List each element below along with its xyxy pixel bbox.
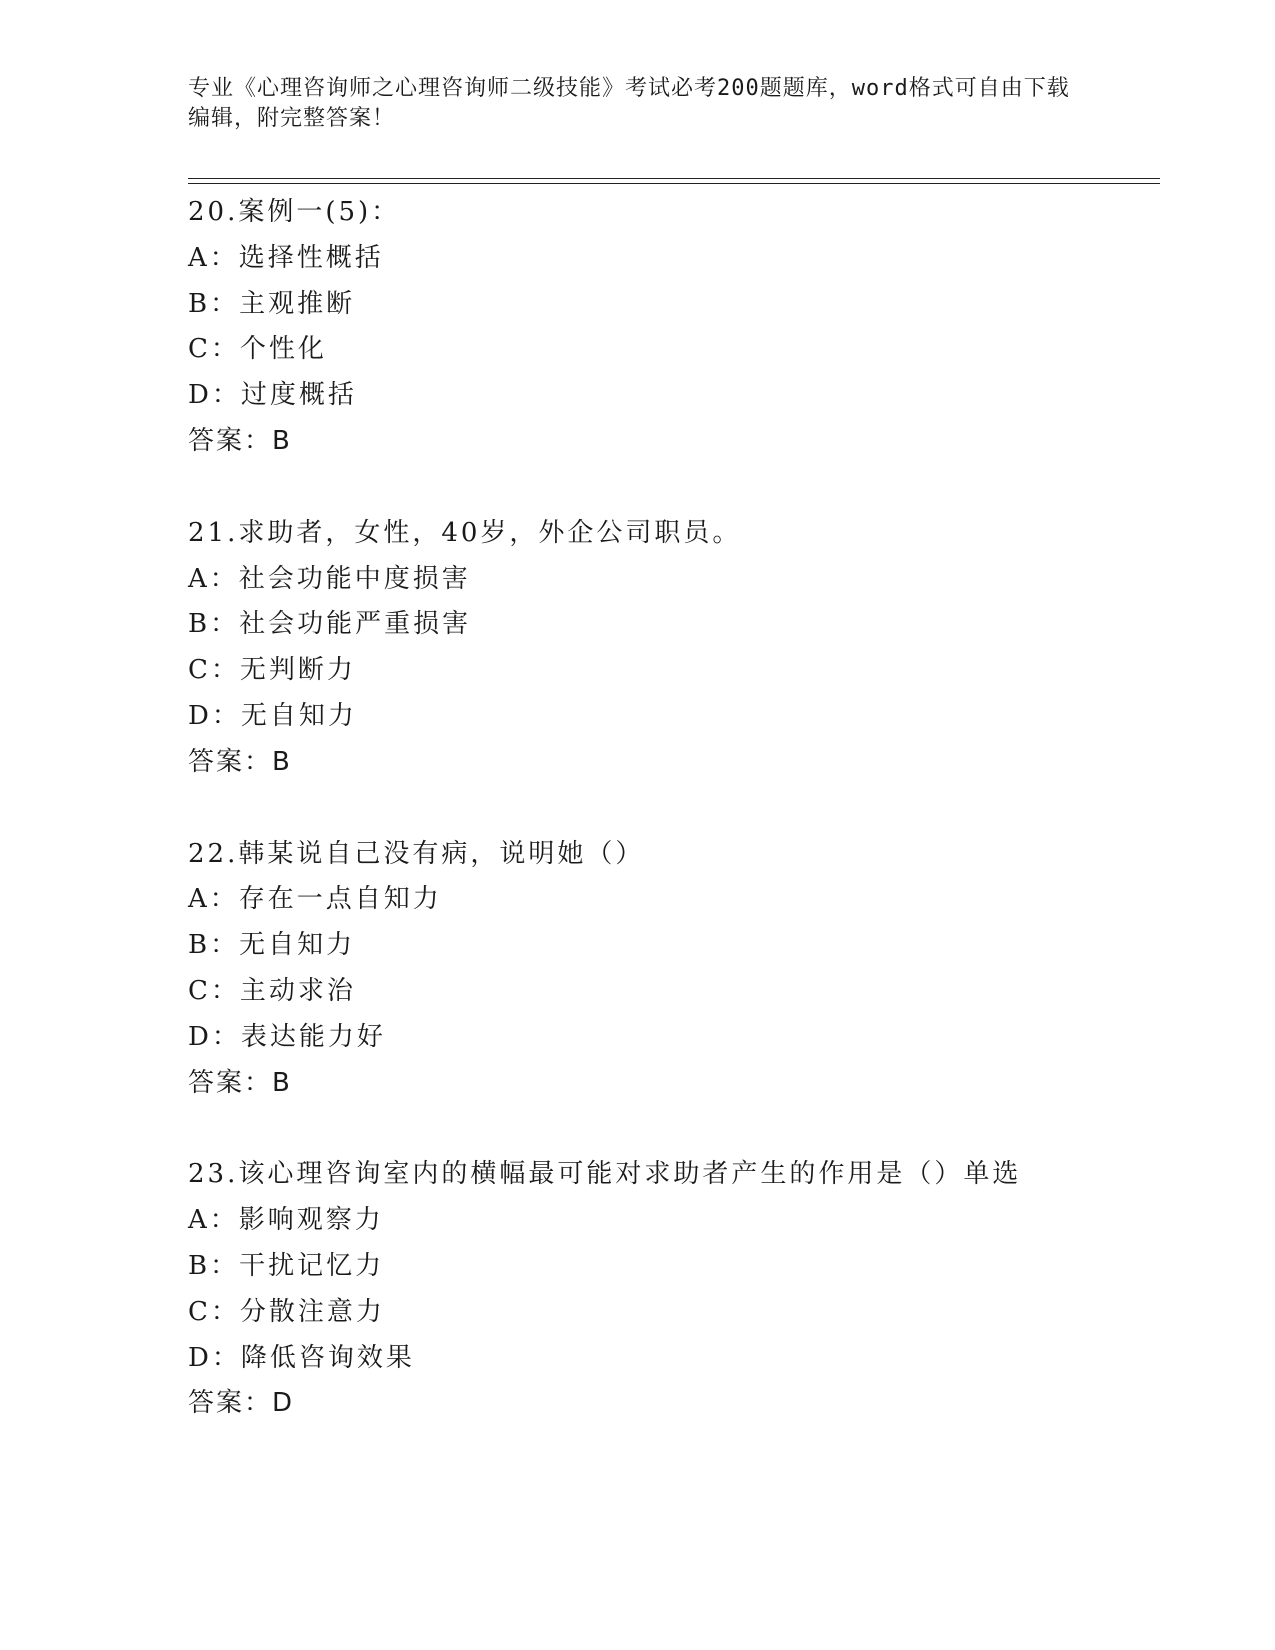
question-title: 23.该心理咨询室内的横幅最可能对求助者产生的作用是（）单选 bbox=[188, 1159, 1022, 1190]
question-23 bbox=[188, 1152, 1148, 1427]
option-b: B：社会功能严重损害 bbox=[188, 609, 472, 640]
question-title: 21.求助者，女性，40岁，外企公司职员。 bbox=[188, 517, 742, 548]
option-b: B：主观推断 bbox=[188, 288, 356, 319]
option-d: D：表达能力好 bbox=[188, 1021, 386, 1052]
option-d: D：过度概括 bbox=[188, 380, 357, 411]
question-list bbox=[188, 190, 1148, 1427]
option-a: A：存在一点自知力 bbox=[188, 884, 442, 915]
answer-line: 答案：D bbox=[188, 1388, 295, 1419]
question-20 bbox=[188, 190, 1148, 465]
option-a: A：影响观察力 bbox=[188, 1205, 384, 1236]
question-22 bbox=[188, 832, 1148, 1107]
question-title: 20.案例一(5)： bbox=[188, 197, 401, 227]
option-b: B：干扰记忆力 bbox=[188, 1250, 385, 1281]
question-21 bbox=[188, 511, 1148, 786]
option-c: C：分散注意力 bbox=[188, 1296, 385, 1327]
option-d: D：降低咨询效果 bbox=[188, 1342, 415, 1373]
answer-line: 答案：B bbox=[188, 1067, 292, 1098]
option-d: D：无自知力 bbox=[188, 700, 357, 731]
document-header: 专业《心理咨询师之心理咨询师二级技能》考试必考200题题库，word格式可自由下载编辑，附完整答案！ bbox=[188, 76, 1070, 131]
option-c: C：无判断力 bbox=[188, 655, 356, 686]
header-divider-top bbox=[188, 178, 1160, 179]
option-c: C：个性化 bbox=[188, 334, 327, 365]
question-title: 22.韩某说自己没有病，说明她（） bbox=[188, 838, 645, 869]
answer-line: 答案：B bbox=[188, 746, 292, 777]
answer-line: 答案：B bbox=[188, 425, 292, 456]
option-a: A：社会功能中度损害 bbox=[188, 563, 471, 594]
header-divider-bottom bbox=[188, 183, 1160, 184]
option-c: C：主动求治 bbox=[188, 975, 356, 1006]
option-a: A：选择性概括 bbox=[188, 242, 384, 273]
option-b: B：无自知力 bbox=[188, 930, 356, 961]
